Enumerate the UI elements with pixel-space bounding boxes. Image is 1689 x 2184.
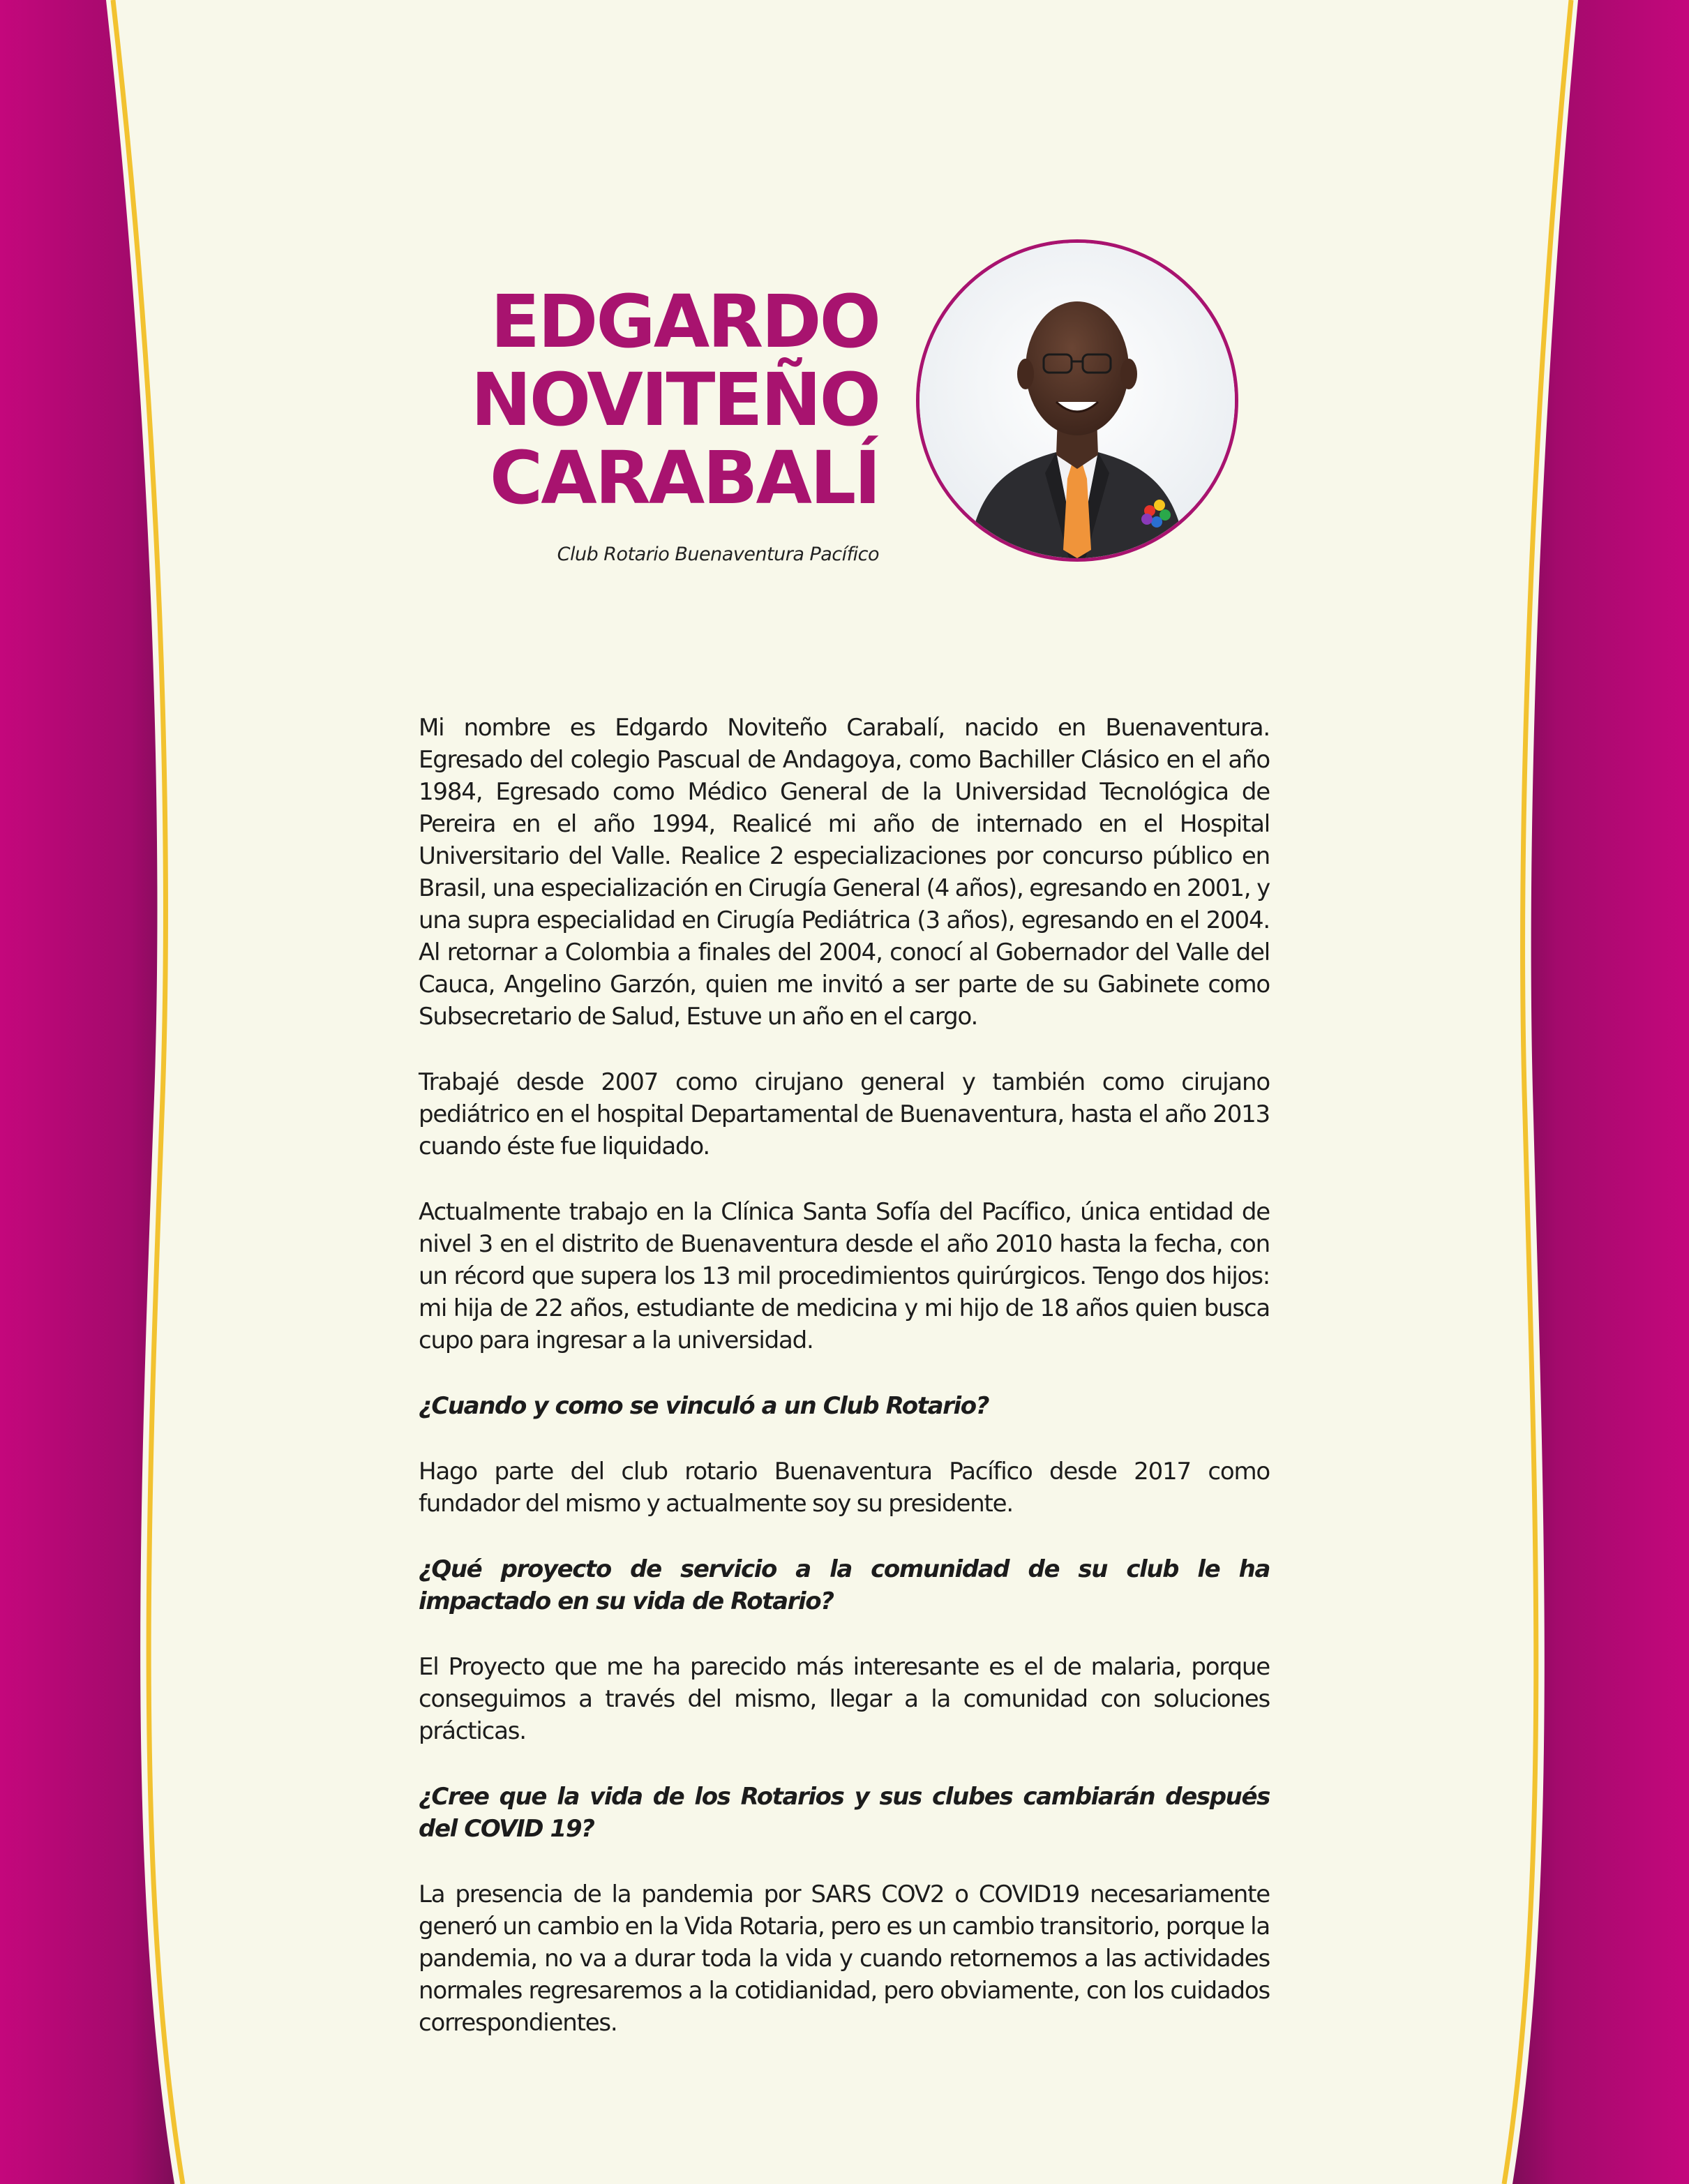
answer-2: El Proyecto que me ha parecido más interesante es el de malaria, porque conseguimos a través del mismo, llegar a la comunidad con soluciones prácticas. (419, 1653, 1270, 1745)
article-body (419, 712, 1270, 2072)
left-band (0, 0, 174, 2184)
answer-1: Hago parte del club rotario Buenaventura Pacífico desde 2017 como fundador del mismo y actualmente soy su presidente. (419, 1458, 1270, 1518)
name-middle: NOVITEÑO (470, 357, 879, 442)
intro-paragraph-1: Mi nombre es Edgardo Noviteño Carabalí, nacido en Buenaventura. Egresado del colegio Pascual de Andagoya, como Bachiller Clásico en el año 1984, Egresado como Médico General de la Universidad Tecnológica de Pereira en el año 1994, Realicé mi año de internado en el Hospital Universitario del Valle. Realice 2 especializaciones por concurso público en Brasil, una especialización en Cirugía General (4 años), egresando en 2001, y una supra especialidad en Cirugía Pediátrica (3 años), egresando en el 2004. Al retornar a Colombia a finales del 2004, conocí al Gobernador del Valle del Cauca, Angelino Garzón, quien me invitó a ser parte de su Gabinete como Subsecretario de Salud, Estuve un año en el cargo. (419, 714, 1270, 1031)
name-last: CARABALÍ (489, 435, 879, 521)
portrait-photo (916, 239, 1238, 562)
name-first: EDGARDO (490, 279, 879, 364)
question-3: ¿Cree que la vida de los Rotarios y sus clubes cambiarán después del COVID 19? (419, 1783, 1270, 1843)
profile-header (446, 279, 879, 565)
intro-paragraph-2: Trabajé desde 2007 como cirujano general y también como cirujano pediátrico en el hospital Departamental de Buenaventura, hasta el año 2013 cuando éste fue liquidado. (419, 1068, 1270, 1160)
question-2: ¿Qué proyecto de servicio a la comunidad de su club le ha impactado en su vida de Rotario? (419, 1555, 1270, 1615)
right-band (1512, 0, 1689, 2184)
question-1: ¿Cuando y como se vinculó a un Club Rotario? (419, 1392, 989, 1420)
club-name: Club Rotario Buenaventura Pacífico (557, 544, 879, 565)
intro-paragraph-3: Actualmente trabajo en la Clínica Santa Sofía del Pacífico, única entidad de nivel 3 en el distrito de Buenaventura desde el año 2010 hasta la fecha, con un récord que supera los 13 mil procedimientos quirúrgicos. Tengo dos hijos: mi hija de 22 años, estudiante de medicina y mi hijo de 18 años quien busca cupo para ingresar a la universidad. (419, 1198, 1270, 1354)
answer-3: La presencia de la pandemia por SARS COV2 o COVID19 necesariamente generó un cambio en la Vida Rotaria, pero es un cambio transitorio, porque la pandemia, no va a durar toda la vida y cuando retornemos a las actividades normales regresaremos a la cotidianidad, pero obviamente, con los cuidados correspondientes. (419, 1880, 1270, 2037)
